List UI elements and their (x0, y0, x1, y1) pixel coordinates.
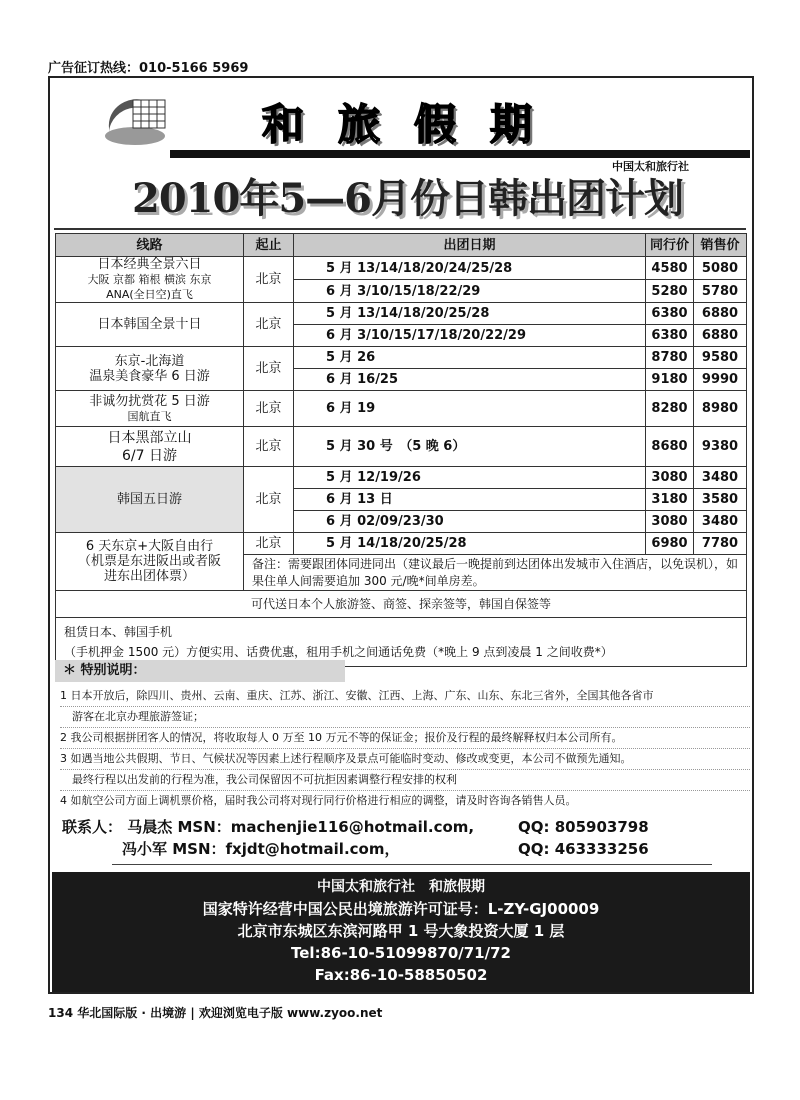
date-cell: 6 月 3/10/15/18/22/29 (294, 280, 646, 303)
trade-price: 8680 (646, 427, 694, 467)
city-cell: 北京 (244, 467, 294, 533)
city-cell: 北京 (244, 427, 294, 467)
route-cell: 东京-北海道 温泉美食豪华 6 日游 (56, 347, 244, 391)
sale-price: 8980 (694, 391, 747, 427)
city-cell: 北京 (244, 533, 294, 555)
date-cell: 6 月 19 (294, 391, 646, 427)
trade-price: 5280 (646, 280, 694, 303)
contact-msn: 马晨杰 MSN：machenjie116@hotmail.com, (127, 818, 475, 836)
globe-logo-icon (101, 94, 173, 152)
sale-price: 3480 (694, 467, 747, 489)
headline: 2010年5—6月份日韩出团计划 (132, 175, 683, 222)
city-cell: 北京 (244, 347, 294, 391)
trade-price: 3180 (646, 489, 694, 511)
trade-price: 8780 (646, 347, 694, 369)
contact-qq: QQ: 805903798 (518, 818, 649, 836)
contact-qq: QQ: 463333256 (518, 840, 649, 858)
city-cell: 北京 (244, 391, 294, 427)
city-cell: 北京 (244, 303, 294, 347)
company-footer (52, 872, 750, 992)
sale-price: 6880 (694, 303, 747, 325)
trade-price: 3080 (646, 511, 694, 533)
contacts (62, 816, 742, 860)
date-cell: 6 月 3/10/15/17/18/20/22/29 (294, 325, 646, 347)
special-notes (60, 686, 750, 811)
contact-row (62, 816, 742, 838)
trade-price: 4580 (646, 257, 694, 280)
table-row (56, 257, 747, 280)
date-cell: 5 月 26 (294, 347, 646, 369)
header-sale-price: 销售价 (694, 234, 747, 257)
trade-price: 8280 (646, 391, 694, 427)
date-cell: 5 月 13/14/18/20/25/28 (294, 303, 646, 325)
route-cell: 日本韩国全景十日 (56, 303, 244, 347)
table-row (56, 533, 747, 555)
table-row (56, 303, 747, 325)
note-item: 2 我公司根据拼团客人的情况，将收取每人 0 万至 10 万元不等的保证金；报价及行程的最终解释权归本公司所有。 (60, 728, 750, 749)
contact-label: 联系人： (62, 818, 123, 836)
sale-price: 9380 (694, 427, 747, 467)
date-cell: 6 月 16/25 (294, 369, 646, 391)
note-item: 4 如航空公司方面上调机票价格，届时我公司将对现行同行价格进行相应的调整，请及时咨询各销售人员。 (60, 794, 577, 807)
table-row (56, 427, 747, 467)
header-route: 线路 (56, 234, 244, 257)
sale-price: 6880 (694, 325, 747, 347)
sale-price: 9580 (694, 347, 747, 369)
special-notes-title: ＊ 特别说明： (55, 660, 345, 682)
route-cell: 韩国五日游 (56, 467, 244, 533)
phone-rental: 租赁日本、韩国手机 （手机押金 1500 元）方便实用、话费优惠，租用手机之间通话免费（*晚上 9 点到凌晨 1 之间收费*） (56, 618, 747, 667)
sale-price: 5080 (694, 257, 747, 280)
contact-msn: 冯小军 MSN：fxjdt@hotmail.com， (122, 840, 400, 858)
sale-price: 5780 (694, 280, 747, 303)
header-city: 起止 (244, 234, 294, 257)
note-item: 最终行程以出发前的行程为准，我公司保留因不可抗拒因素调整行程安排的权利 (60, 770, 750, 791)
table-row (56, 347, 747, 369)
divider (54, 228, 746, 230)
visa-service: 可代送日本个人旅游签、商签、探亲签等，韩国自保签等 (56, 591, 747, 618)
trade-price: 6380 (646, 325, 694, 347)
table-row (56, 591, 747, 618)
footer-tel: Tel:86-10-51099870/71/72 (291, 944, 511, 962)
sale-price: 7780 (694, 533, 747, 555)
agency-name: 中国太和旅行社 (612, 160, 689, 173)
route-cell: 日本经典全景六日 大阪 京都 箱根 横滨 东京 ANA(全日空)直飞 (56, 257, 244, 303)
sale-price: 3580 (694, 489, 747, 511)
date-cell: 6 月 13 日 (294, 489, 646, 511)
date-cell: 5 月 13/14/18/20/24/25/28 (294, 257, 646, 280)
trade-price: 9180 (646, 369, 694, 391)
date-cell: 5 月 12/19/26 (294, 467, 646, 489)
divider (112, 864, 712, 865)
ad-hotline: 广告征订热线：010-5166 5969 (48, 61, 249, 76)
footer-fax: Fax:86-10-58850502 (314, 966, 488, 984)
route-cell: 非诚勿扰赏花 5 日游 国航直飞 (56, 391, 244, 427)
page-footer: 134 华北国际版 · 出境游 | 欢迎浏览电子版 www.zyoo.net (48, 1006, 383, 1020)
table-row (56, 391, 747, 427)
contact-row (62, 838, 742, 860)
note-item: 1 日本开放后，除四川、贵州、云南、重庆、江苏、浙江、安徽、江西、上海、广东、山东、东北三省外，全国其他各省市 (60, 686, 750, 707)
sale-price: 9990 (694, 369, 747, 391)
footer-license: 国家特许经营中国公民出境旅游许可证号：L-ZY-GJ00009 (202, 900, 600, 918)
note-item: 游客在北京办理旅游签证； (60, 707, 750, 728)
date-cell: 6 月 02/09/23/30 (294, 511, 646, 533)
note-item: 3 如遇当地公共假期、节日、气候状况等因素上述行程顺序及景点可能临时变动、修改或变更，本公司不做预先通知。 (60, 749, 750, 770)
table-row (56, 467, 747, 489)
trade-price: 6980 (646, 533, 694, 555)
header-date: 出团日期 (294, 234, 646, 257)
footer-company: 中国太和旅行社 和旅假期 (317, 879, 485, 895)
date-cell: 5 月 30 号 （5 晚 6） (294, 427, 646, 467)
route-cell: 6 天东京+大阪自由行 （机票是东进阪出或者阪 进东出团体票） (56, 533, 244, 591)
sale-price: 3480 (694, 511, 747, 533)
city-cell: 北京 (244, 257, 294, 303)
tour-table (55, 233, 747, 667)
trade-price: 6380 (646, 303, 694, 325)
brand-title: 和旅假期 (262, 100, 567, 149)
route-cell: 日本黑部立山 6/7 日游 (56, 427, 244, 467)
date-cell: 5 月 14/18/20/25/28 (294, 533, 646, 555)
footer-address: 北京市东城区东滨河路甲 1 号大象投资大厦 1 层 (237, 922, 565, 940)
header-trade-price: 同行价 (646, 234, 694, 257)
note-cell: 备注：需要跟团体同进同出（建议最后一晚提前到达团体出发城市入住酒店，以免误机），如果住单人间需要追加 300 元/晚*间单房差。 (244, 555, 747, 591)
trade-price: 3080 (646, 467, 694, 489)
table-header (56, 234, 747, 257)
title-bar (170, 150, 750, 158)
